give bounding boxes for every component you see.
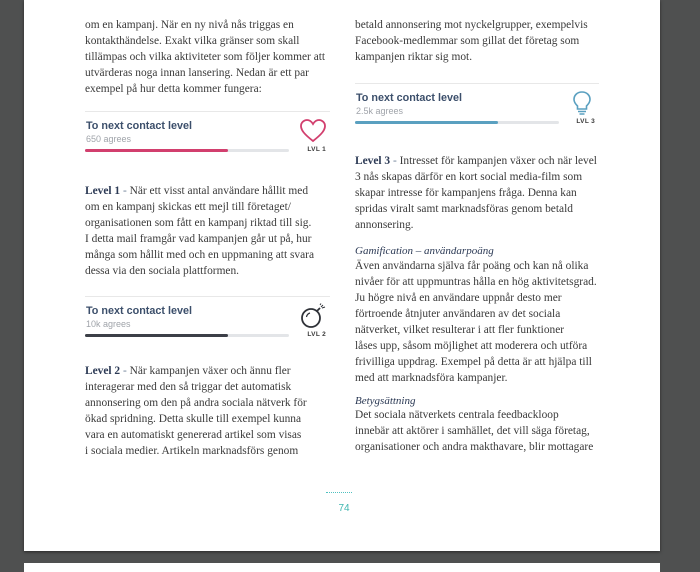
card-agrees-count: 10k agrees: [86, 319, 131, 329]
contact-level-card-1: [85, 111, 330, 161]
card-title: To next contact level: [86, 305, 192, 317]
level-2-lead: Level 2: [85, 365, 121, 377]
next-page-edge: [24, 563, 660, 572]
level-2-text: När kampanjen växer och ännu fler interagerar med den så triggar det automatisk annonsering om den på andra sociala nätverk för ökad spridning. Detta skulle till exempel kunna vara en automatiskt genererad artikel som visas i sociala medier. Artikeln marknadsförs genom: [85, 365, 307, 457]
contact-level-card-3: [355, 83, 599, 133]
progress-fill: [85, 334, 228, 337]
footer-divider: [326, 492, 352, 494]
level-2-paragraph: [85, 363, 330, 459]
card-agrees-count: 650 agrees: [86, 134, 132, 144]
card-title: To next contact level: [356, 92, 462, 104]
progress-fill: [85, 149, 228, 152]
level-1-lead: Level 1: [85, 185, 121, 197]
rating-heading: Betygsättning: [355, 395, 416, 407]
page-number: 74: [338, 503, 350, 514]
gamification-paragraph: Även användarna själva får poäng och kan nå olika nivåer för att uppmuntras hålla en hög aktivitetsgrad. Ju högre nivå en användare uppnår desto mer förtroende åtnjuter användaren av det sociala nätverket, vilket resulterar i att fler funktioner låses upp, såsom möjlighet att moderera och utföra frivilliga uppdrag. Exempel på detta är att hjälpa till med att marknadsföra kampanjer.: [355, 260, 597, 384]
card-agrees-count: 2.5k agrees: [356, 106, 404, 116]
document-page: [24, 0, 660, 551]
progress-fill: [355, 121, 498, 124]
level-label: LVL 3: [576, 118, 595, 125]
level-label: LVL 1: [307, 146, 326, 153]
progress-track: [355, 121, 559, 124]
lightbulb-icon: [568, 90, 596, 116]
intro-paragraph: om en kampanj. När en ny nivå nås triggas en kontakthändelse. Exakt vilka gränser som skall tillämpas och vilka aktiviteter som följer kommer att utvärderas noga innan lansering. Nedan är ett par exempel på hur detta kommer fungera:: [85, 19, 326, 95]
gamification-heading: Gamification – användarpoäng: [355, 245, 494, 257]
level-1-dash: -: [120, 185, 130, 197]
level-3-paragraph: [355, 153, 599, 233]
level-3-lead: Level 3: [355, 155, 391, 167]
progress-track: [85, 334, 289, 337]
contact-level-card-2: [85, 296, 330, 346]
level-1-text: När ett visst antal användare hållit med om en kampanj skickas ett mejl till företaget/ organisationen som fått en kampanj riktad till sig. I detta mail framgår vad kampanjen går ut på, hur många som hållit med och en uppmaning att svara dessa via den sociala plattformen.: [85, 185, 315, 277]
level-3-dash: -: [390, 155, 400, 167]
bomb-icon: [299, 303, 327, 329]
heart-icon: [299, 118, 327, 144]
level-label: LVL 2: [307, 331, 326, 338]
continued-paragraph: betald annonsering mot nyckelgrupper, exempelvis Facebook-medlemmar som gillat det företag som kampanjen riktar sig mot.: [355, 19, 588, 63]
card-title: To next contact level: [86, 120, 192, 132]
level-2-dash: -: [120, 365, 130, 377]
progress-track: [85, 149, 289, 152]
rating-paragraph: Det sociala nätverkets centrala feedbackloop innebär att aktörer i samhället, det vill säga företag, organisationer och andra makthavare, blir mottagare: [355, 409, 594, 453]
level-3-text: Intresset för kampanjen växer och när level 3 nås skapas därför en kort social media-film som skapar intresse för kampanjens fråga. Denna kan spridas viralt samt marknadsföras genom betald annonsering.: [355, 155, 597, 231]
level-1-paragraph: [85, 183, 330, 279]
